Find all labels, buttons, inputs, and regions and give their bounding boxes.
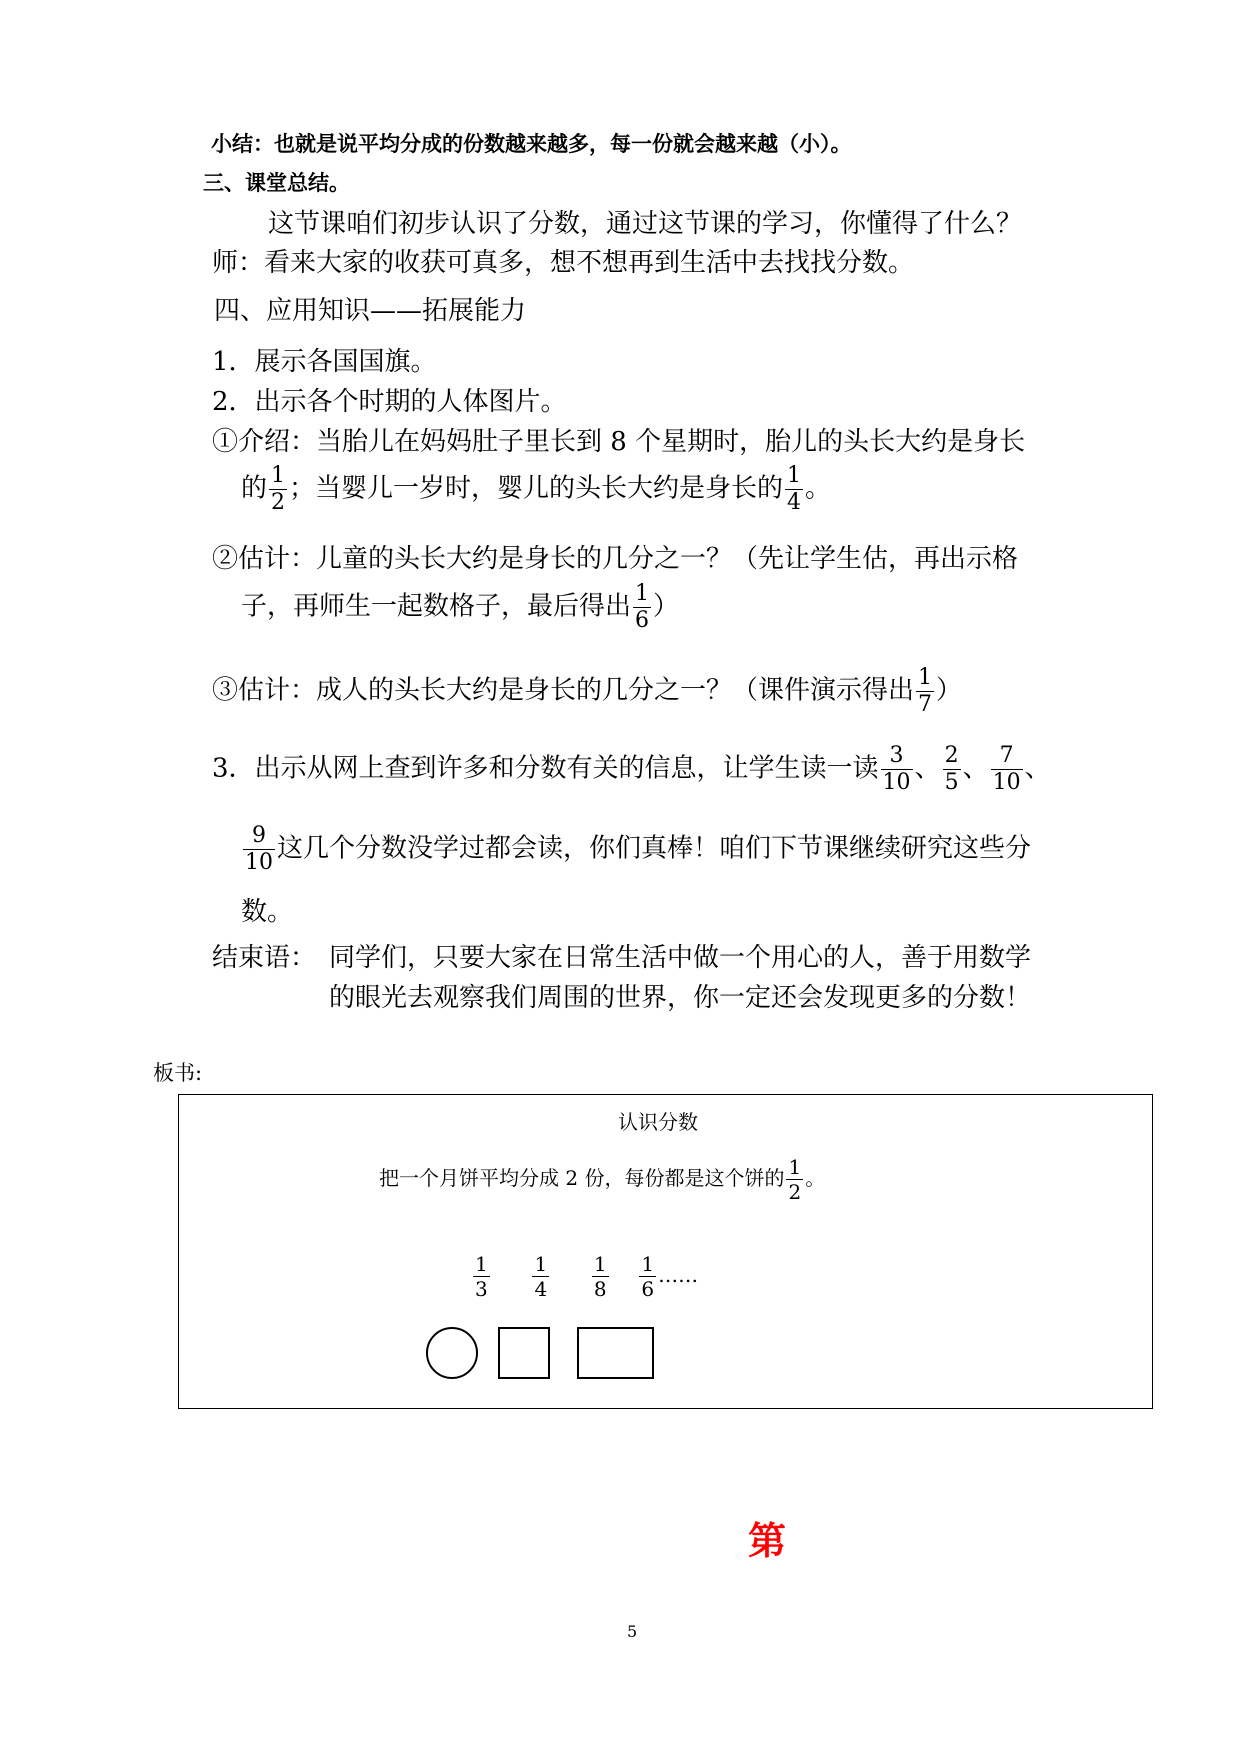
numerator: 7 <box>991 745 1023 770</box>
numerator: 1 <box>641 1252 655 1276</box>
numerator: 1 <box>271 463 286 488</box>
denominator: 6 <box>635 608 650 633</box>
fraction-2-5 <box>943 745 961 794</box>
numerator: 1 <box>635 581 650 606</box>
section-3-title: 三、课堂总结。 <box>203 171 350 195</box>
rectangle-shape <box>578 1328 653 1378</box>
numerator: 1 <box>534 1252 548 1276</box>
closing-line-1: 同学们，只要大家在日常生活中做一个用心的人，善于用数学 <box>329 943 1032 973</box>
board-fraction-half <box>786 1157 803 1202</box>
fraction-half <box>269 465 287 514</box>
numerator: 3 <box>881 745 913 770</box>
point-3 <box>212 667 962 716</box>
fraction-7-10 <box>991 745 1023 794</box>
board-fraction-sixth <box>639 1254 656 1299</box>
numerator: 1 <box>788 1155 802 1179</box>
item-3-line-1 <box>212 745 1051 794</box>
point-1-line-1: ①介绍：当胎儿在妈妈肚子里长到 8 个星期时，胎儿的头长大约是身长 <box>212 427 1026 457</box>
board-shapes <box>423 1323 663 1383</box>
summary-line: 小结：也就是说平均分成的份数越来越多，每一份就会越来越（小）。 <box>211 132 852 156</box>
text-fragment: 子，再师生一起数格子，最后得出 <box>241 591 632 622</box>
section-3-line-1: 这节课咱们初步认识了分数，通过这节课的学习，你懂得了什么？ <box>268 209 1023 239</box>
board-fraction-quarter <box>532 1254 549 1299</box>
denominator: 5 <box>944 770 959 795</box>
text-fragment: 的 <box>241 473 268 504</box>
denominator: 4 <box>787 490 802 515</box>
section-4-title: 四、应用知识——拓展能力 <box>214 296 527 326</box>
item-1: 1．展示各国国旗。 <box>212 347 437 377</box>
closing-line-2: 的眼光去观察我们周围的世界，你一定还会发现更多的分数！ <box>329 983 1032 1013</box>
point-2-line-1: ②估计：儿童的头长大约是身长的几分之一？（先让学生估，再出示格 <box>212 544 1019 574</box>
denominator: 3 <box>475 1277 488 1301</box>
numerator: 9 <box>243 825 275 850</box>
text-fragment: ③估计：成人的头长大约是身长的几分之一？（课件演示得出 <box>212 675 915 706</box>
numerator: 1 <box>593 1252 607 1276</box>
board-title: 认识分数 <box>618 1110 698 1134</box>
item-2: 2．出示各个时期的人体图片。 <box>212 387 567 417</box>
separator: 、 <box>962 753 989 784</box>
denominator: 2 <box>788 1180 802 1204</box>
text-fragment: 把一个月饼平均分成 2 份，每份都是这个饼的 <box>379 1166 785 1190</box>
text-fragment: 这几个分数没学过都会读，你们真棒！咱们下节课继续研究这些分 <box>277 833 1032 864</box>
separator: 、 <box>1024 753 1051 784</box>
item-3-line-2 <box>241 825 1031 874</box>
denominator: 2 <box>271 490 286 515</box>
text-fragment: 。 <box>805 473 832 504</box>
board-line <box>379 1157 825 1202</box>
separator: 、 <box>914 753 941 784</box>
square-shape <box>499 1328 549 1378</box>
text-fragment: 。 <box>805 1166 826 1190</box>
point-2-line-2 <box>241 583 679 632</box>
denominator: 7 <box>918 692 933 717</box>
board-fraction-eighth <box>592 1254 609 1299</box>
closing-label: 结束语： <box>212 943 317 973</box>
section-3-line-2: 师：看来大家的收获可真多，想不想再到生活中去找找分数。 <box>212 248 915 278</box>
denominator: 4 <box>534 1277 548 1301</box>
board-label: 板书: <box>153 1061 203 1085</box>
fraction-quarter <box>785 465 803 514</box>
text-fragment: ） <box>936 675 963 706</box>
denominator: 10 <box>992 770 1021 795</box>
numerator: 1 <box>787 463 802 488</box>
fraction-9-10 <box>243 825 275 874</box>
fraction-sixth <box>633 583 651 632</box>
circle-shape <box>427 1328 477 1378</box>
denominator: 6 <box>641 1277 655 1301</box>
red-character: 第 <box>748 1519 787 1563</box>
text-fragment: 3．出示从网上查到许多和分数有关的信息，让学生读一读 <box>212 753 879 784</box>
denominator: 10 <box>245 850 273 875</box>
item-3-line-3: 数。 <box>241 897 294 927</box>
blackboard-box <box>178 1094 1153 1409</box>
text-fragment: ；当婴儿一岁时，婴儿的头长大约是身长的 <box>289 473 784 504</box>
ellipsis: …… <box>658 1263 699 1287</box>
board-fraction-third <box>473 1254 490 1299</box>
numerator: 1 <box>918 665 933 690</box>
fraction-seventh <box>916 667 934 716</box>
point-1-line-2 <box>241 465 831 514</box>
denominator: 10 <box>882 770 911 795</box>
fraction-3-10 <box>881 745 913 794</box>
numerator: 2 <box>944 743 959 768</box>
page-number: 5 <box>627 1622 638 1641</box>
text-fragment: ） <box>653 591 680 622</box>
numerator: 1 <box>475 1252 488 1276</box>
denominator: 8 <box>593 1277 607 1301</box>
board-fraction-row <box>471 1254 698 1299</box>
